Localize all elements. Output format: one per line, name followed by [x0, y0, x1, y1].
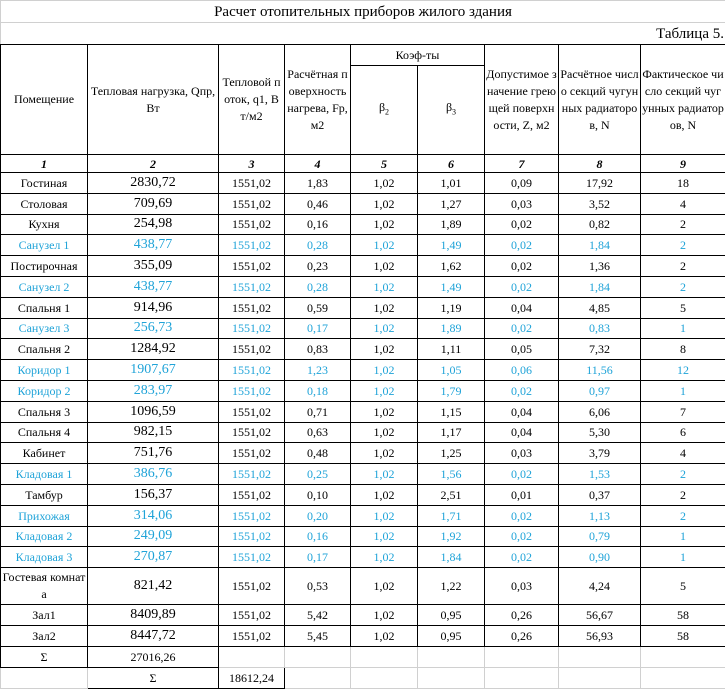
cell-beta2: 1,02: [351, 568, 418, 605]
cell-fact-sections: 1: [641, 318, 725, 339]
cell-calc-sections: 56,67: [559, 605, 641, 626]
cell-allowable: 0,03: [485, 568, 559, 605]
cell-surface: 0,20: [285, 505, 351, 526]
cell-load: 386,76: [88, 464, 219, 485]
cell-beta2: 1,02: [351, 625, 418, 646]
header-fact-sections: Фактическое число секций чугунных радиаторов, N: [641, 45, 725, 155]
cell-room: Коридор 2: [1, 380, 88, 401]
cell-room: Спальня 3: [1, 401, 88, 422]
header-calc-sections: Расчётное число секций чугунных радиаторов, N: [559, 45, 641, 155]
sum-label: Σ: [1, 646, 88, 667]
cell-flux: 1551,02: [219, 276, 285, 297]
table-row: [1, 505, 725, 526]
cell-fact-sections: 4: [641, 443, 725, 464]
cell-allowable: 0,04: [485, 422, 559, 443]
cell-load: 249,09: [88, 526, 219, 547]
cell-room: Санузел 1: [1, 235, 88, 256]
cell-load: 751,76: [88, 443, 219, 464]
table-row: [1, 256, 725, 277]
cell-flux: 1551,02: [219, 625, 285, 646]
cell-beta3: 1,15: [418, 401, 485, 422]
header-flux: Тепловой поток, q1, Вт/м2: [219, 45, 285, 155]
cell-beta3: 0,95: [418, 625, 485, 646]
table-row: [1, 173, 725, 194]
empty-cell: [351, 667, 418, 688]
cell-surface: 0,28: [285, 276, 351, 297]
cell-load: 256,73: [88, 318, 219, 339]
table-row: [1, 193, 725, 214]
cell-fact-sections: 5: [641, 297, 725, 318]
cell-load: 8409,89: [88, 605, 219, 626]
empty-cell: [351, 646, 418, 667]
cell-flux: 1551,02: [219, 318, 285, 339]
cell-allowable: 0,26: [485, 605, 559, 626]
cell-beta2: 1,02: [351, 401, 418, 422]
empty-cell: [219, 646, 285, 667]
cell-surface: 0,18: [285, 380, 351, 401]
cell-surface: 1,83: [285, 173, 351, 194]
cell-allowable: 0,02: [485, 464, 559, 485]
cell-surface: 0,17: [285, 318, 351, 339]
cell-beta2: 1,02: [351, 214, 418, 235]
cell-surface: 1,23: [285, 360, 351, 381]
cell-room: Тамбур: [1, 484, 88, 505]
table-row: [1, 360, 725, 381]
cell-surface: 0,83: [285, 339, 351, 360]
cell-fact-sections: 4: [641, 193, 725, 214]
cell-load: 982,15: [88, 422, 219, 443]
cell-beta2: 1,02: [351, 422, 418, 443]
cell-beta2: 1,02: [351, 173, 418, 194]
cell-load: 709,69: [88, 193, 219, 214]
cell-beta2: 1,02: [351, 443, 418, 464]
cell-calc-sections: 0,37: [559, 484, 641, 505]
cell-load: 1284,92: [88, 339, 219, 360]
cell-allowable: 0,09: [485, 173, 559, 194]
cell-calc-sections: 0,90: [559, 547, 641, 568]
cell-calc-sections: 5,30: [559, 422, 641, 443]
cell-load: 821,42: [88, 568, 219, 605]
cell-flux: 1551,02: [219, 484, 285, 505]
cell-allowable: 0,01: [485, 484, 559, 505]
cell-surface: 0,28: [285, 235, 351, 256]
table-row: [1, 276, 725, 297]
cell-beta3: 1,89: [418, 318, 485, 339]
cell-surface: 0,53: [285, 568, 351, 605]
col-number: 9: [641, 155, 725, 173]
cell-surface: 0,10: [285, 484, 351, 505]
cell-surface: 0,23: [285, 256, 351, 277]
table-row: [1, 526, 725, 547]
table-row: [1, 547, 725, 568]
cell-allowable: 0,02: [485, 318, 559, 339]
table-row: [1, 422, 725, 443]
cell-flux: 1551,02: [219, 401, 285, 422]
column-numbers-row: [1, 155, 725, 173]
cell-fact-sections: 2: [641, 256, 725, 277]
table-row: [1, 214, 725, 235]
empty-cell: [1, 667, 88, 688]
col-number: 4: [285, 155, 351, 173]
table-body: [1, 173, 725, 647]
cell-beta2: 1,02: [351, 276, 418, 297]
table-row: [1, 235, 725, 256]
cell-fact-sections: 2: [641, 464, 725, 485]
cell-calc-sections: 3,79: [559, 443, 641, 464]
cell-fact-sections: 2: [641, 484, 725, 505]
table-row: [1, 318, 725, 339]
empty-cell: [641, 646, 725, 667]
table-row: [1, 297, 725, 318]
cell-beta3: 1,17: [418, 422, 485, 443]
col-number: 7: [485, 155, 559, 173]
cell-load: 914,96: [88, 297, 219, 318]
sum-row-1: [1, 646, 725, 667]
cell-room: Зал2: [1, 625, 88, 646]
cell-beta2: 1,02: [351, 360, 418, 381]
header-beta2: $\beta_2$: [351, 66, 418, 155]
cell-room: Кладовая 3: [1, 547, 88, 568]
table-title: Расчет отопительных приборов жилого здания: [1, 1, 725, 23]
cell-room: Санузел 3: [1, 318, 88, 339]
cell-allowable: 0,02: [485, 380, 559, 401]
table-row: [1, 464, 725, 485]
cell-room: Коридор 1: [1, 360, 88, 381]
col-number: 3: [219, 155, 285, 173]
col-number: 6: [418, 155, 485, 173]
cell-calc-sections: 0,79: [559, 526, 641, 547]
empty-cell: [641, 667, 725, 688]
cell-flux: 1551,02: [219, 193, 285, 214]
cell-beta2: 1,02: [351, 339, 418, 360]
table-row: [1, 484, 725, 505]
sum-value: 18612,24: [219, 667, 285, 688]
col-number: 2: [88, 155, 219, 173]
cell-beta3: 1,27: [418, 193, 485, 214]
col-number: 5: [351, 155, 418, 173]
cell-beta2: 1,02: [351, 297, 418, 318]
cell-surface: 0,16: [285, 214, 351, 235]
cell-allowable: 0,02: [485, 256, 559, 277]
cell-flux: 1551,02: [219, 380, 285, 401]
cell-calc-sections: 1,84: [559, 235, 641, 256]
table-row: [1, 605, 725, 626]
empty-cell: [485, 667, 559, 688]
table-number: Таблица 5.: [1, 23, 725, 45]
cell-load: 254,98: [88, 214, 219, 235]
cell-surface: 0,59: [285, 297, 351, 318]
cell-beta2: 1,02: [351, 193, 418, 214]
cell-room: Кабинет: [1, 443, 88, 464]
cell-allowable: 0,26: [485, 625, 559, 646]
cell-beta3: 1,19: [418, 297, 485, 318]
cell-calc-sections: 0,82: [559, 214, 641, 235]
cell-surface: 0,63: [285, 422, 351, 443]
cell-beta3: 2,51: [418, 484, 485, 505]
cell-room: Прихожая: [1, 505, 88, 526]
empty-cell: [285, 646, 351, 667]
cell-load: 8447,72: [88, 625, 219, 646]
table-row: [1, 380, 725, 401]
cell-load: 355,09: [88, 256, 219, 277]
header-coef: Коэф-ты: [351, 45, 485, 66]
cell-calc-sections: 1,36: [559, 256, 641, 277]
cell-beta3: 1,89: [418, 214, 485, 235]
sum-label: Σ: [88, 667, 219, 688]
cell-allowable: 0,06: [485, 360, 559, 381]
cell-flux: 1551,02: [219, 443, 285, 464]
table-row: [1, 625, 725, 646]
cell-room: Гостиная: [1, 173, 88, 194]
cell-surface: 5,42: [285, 605, 351, 626]
table-row: [1, 443, 725, 464]
cell-beta3: 1,79: [418, 380, 485, 401]
header-surface: Расчётная поверхность нагрева, Fp, м2: [285, 45, 351, 155]
cell-allowable: 0,05: [485, 339, 559, 360]
cell-beta3: 1,49: [418, 276, 485, 297]
cell-beta3: 1,25: [418, 443, 485, 464]
cell-load: 438,77: [88, 235, 219, 256]
cell-surface: 0,48: [285, 443, 351, 464]
cell-fact-sections: 6: [641, 422, 725, 443]
cell-flux: 1551,02: [219, 605, 285, 626]
cell-surface: 0,71: [285, 401, 351, 422]
cell-beta2: 1,02: [351, 318, 418, 339]
table-row: [1, 401, 725, 422]
empty-cell: [559, 667, 641, 688]
cell-room: Спальня 2: [1, 339, 88, 360]
cell-beta2: 1,02: [351, 380, 418, 401]
cell-calc-sections: 7,32: [559, 339, 641, 360]
empty-cell: [418, 646, 485, 667]
cell-flux: 1551,02: [219, 339, 285, 360]
cell-fact-sections: 7: [641, 401, 725, 422]
cell-flux: 1551,02: [219, 568, 285, 605]
cell-flux: 1551,02: [219, 464, 285, 485]
cell-flux: 1551,02: [219, 214, 285, 235]
cell-load: 2830,72: [88, 173, 219, 194]
header-room: Помещение: [1, 45, 88, 155]
empty-cell: [418, 667, 485, 688]
cell-calc-sections: 1,13: [559, 505, 641, 526]
cell-fact-sections: 58: [641, 605, 725, 626]
cell-fact-sections: 2: [641, 276, 725, 297]
empty-cell: [285, 667, 351, 688]
cell-beta3: 1,84: [418, 547, 485, 568]
cell-flux: 1551,02: [219, 505, 285, 526]
table-row: [1, 339, 725, 360]
cell-room: Спальня 4: [1, 422, 88, 443]
sum-row-2: [1, 667, 725, 688]
cell-room: Спальня 1: [1, 297, 88, 318]
cell-beta2: 1,02: [351, 505, 418, 526]
cell-fact-sections: 8: [641, 339, 725, 360]
cell-flux: 1551,02: [219, 256, 285, 277]
cell-allowable: 0,02: [485, 526, 559, 547]
cell-flux: 1551,02: [219, 360, 285, 381]
cell-room: Гостевая комната: [1, 568, 88, 605]
cell-fact-sections: 2: [641, 235, 725, 256]
cell-load: 270,87: [88, 547, 219, 568]
cell-calc-sections: 0,83: [559, 318, 641, 339]
cell-load: 314,06: [88, 505, 219, 526]
cell-flux: 1551,02: [219, 526, 285, 547]
cell-fact-sections: 2: [641, 214, 725, 235]
cell-surface: 5,45: [285, 625, 351, 646]
cell-beta3: 0,95: [418, 605, 485, 626]
cell-beta3: 1,01: [418, 173, 485, 194]
cell-flux: 1551,02: [219, 173, 285, 194]
header-allow: Допустимое значение греющей поверхности, Z, м2: [485, 45, 559, 155]
cell-calc-sections: 4,85: [559, 297, 641, 318]
cell-beta3: 1,22: [418, 568, 485, 605]
header-beta3: $\beta_3$: [418, 66, 485, 155]
cell-load: 438,77: [88, 276, 219, 297]
cell-beta3: 1,11: [418, 339, 485, 360]
cell-room: Санузел 2: [1, 276, 88, 297]
cell-beta3: 1,05: [418, 360, 485, 381]
cell-fact-sections: 1: [641, 526, 725, 547]
cell-calc-sections: 17,92: [559, 173, 641, 194]
cell-flux: 1551,02: [219, 297, 285, 318]
header-load: Тепловая нагрузка, Qпр, Вт: [88, 45, 219, 155]
cell-room: Кладовая 2: [1, 526, 88, 547]
cell-calc-sections: 3,52: [559, 193, 641, 214]
cell-fact-sections: 5: [641, 568, 725, 605]
cell-allowable: 0,02: [485, 547, 559, 568]
cell-calc-sections: 1,84: [559, 276, 641, 297]
cell-beta2: 1,02: [351, 464, 418, 485]
cell-allowable: 0,03: [485, 193, 559, 214]
cell-calc-sections: 56,93: [559, 625, 641, 646]
cell-allowable: 0,02: [485, 276, 559, 297]
cell-room: Кухня: [1, 214, 88, 235]
sum-value: 27016,26: [88, 646, 219, 667]
cell-room: Кладовая 1: [1, 464, 88, 485]
cell-room: Зал1: [1, 605, 88, 626]
cell-beta3: 1,56: [418, 464, 485, 485]
cell-beta2: 1,02: [351, 235, 418, 256]
empty-cell: [485, 646, 559, 667]
col-number: 8: [559, 155, 641, 173]
col-number: 1: [1, 155, 88, 173]
cell-allowable: 0,04: [485, 401, 559, 422]
cell-beta3: 1,71: [418, 505, 485, 526]
cell-load: 156,37: [88, 484, 219, 505]
cell-surface: 0,17: [285, 547, 351, 568]
cell-fact-sections: 18: [641, 173, 725, 194]
cell-fact-sections: 2: [641, 505, 725, 526]
cell-flux: 1551,02: [219, 422, 285, 443]
cell-beta3: 1,62: [418, 256, 485, 277]
cell-allowable: 0,04: [485, 297, 559, 318]
cell-allowable: 0,02: [485, 214, 559, 235]
cell-load: 1907,67: [88, 360, 219, 381]
cell-fact-sections: 58: [641, 625, 725, 646]
cell-calc-sections: 0,97: [559, 380, 641, 401]
cell-beta2: 1,02: [351, 484, 418, 505]
cell-load: 1096,59: [88, 401, 219, 422]
cell-beta2: 1,02: [351, 256, 418, 277]
cell-fact-sections: 12: [641, 360, 725, 381]
empty-cell: [559, 646, 641, 667]
cell-fact-sections: 1: [641, 380, 725, 401]
cell-flux: 1551,02: [219, 235, 285, 256]
cell-calc-sections: 1,53: [559, 464, 641, 485]
cell-room: Столовая: [1, 193, 88, 214]
cell-beta3: 1,49: [418, 235, 485, 256]
cell-beta2: 1,02: [351, 605, 418, 626]
cell-surface: 0,25: [285, 464, 351, 485]
cell-surface: 0,46: [285, 193, 351, 214]
cell-surface: 0,16: [285, 526, 351, 547]
cell-beta2: 1,02: [351, 526, 418, 547]
cell-calc-sections: 6,06: [559, 401, 641, 422]
cell-allowable: 0,02: [485, 235, 559, 256]
cell-calc-sections: 11,56: [559, 360, 641, 381]
table-row: [1, 568, 725, 605]
cell-load: 283,97: [88, 380, 219, 401]
cell-flux: 1551,02: [219, 547, 285, 568]
cell-fact-sections: 1: [641, 547, 725, 568]
cell-beta2: 1,02: [351, 547, 418, 568]
cell-allowable: 0,02: [485, 505, 559, 526]
cell-beta3: 1,92: [418, 526, 485, 547]
cell-allowable: 0,03: [485, 443, 559, 464]
cell-calc-sections: 4,24: [559, 568, 641, 605]
cell-room: Постирочная: [1, 256, 88, 277]
